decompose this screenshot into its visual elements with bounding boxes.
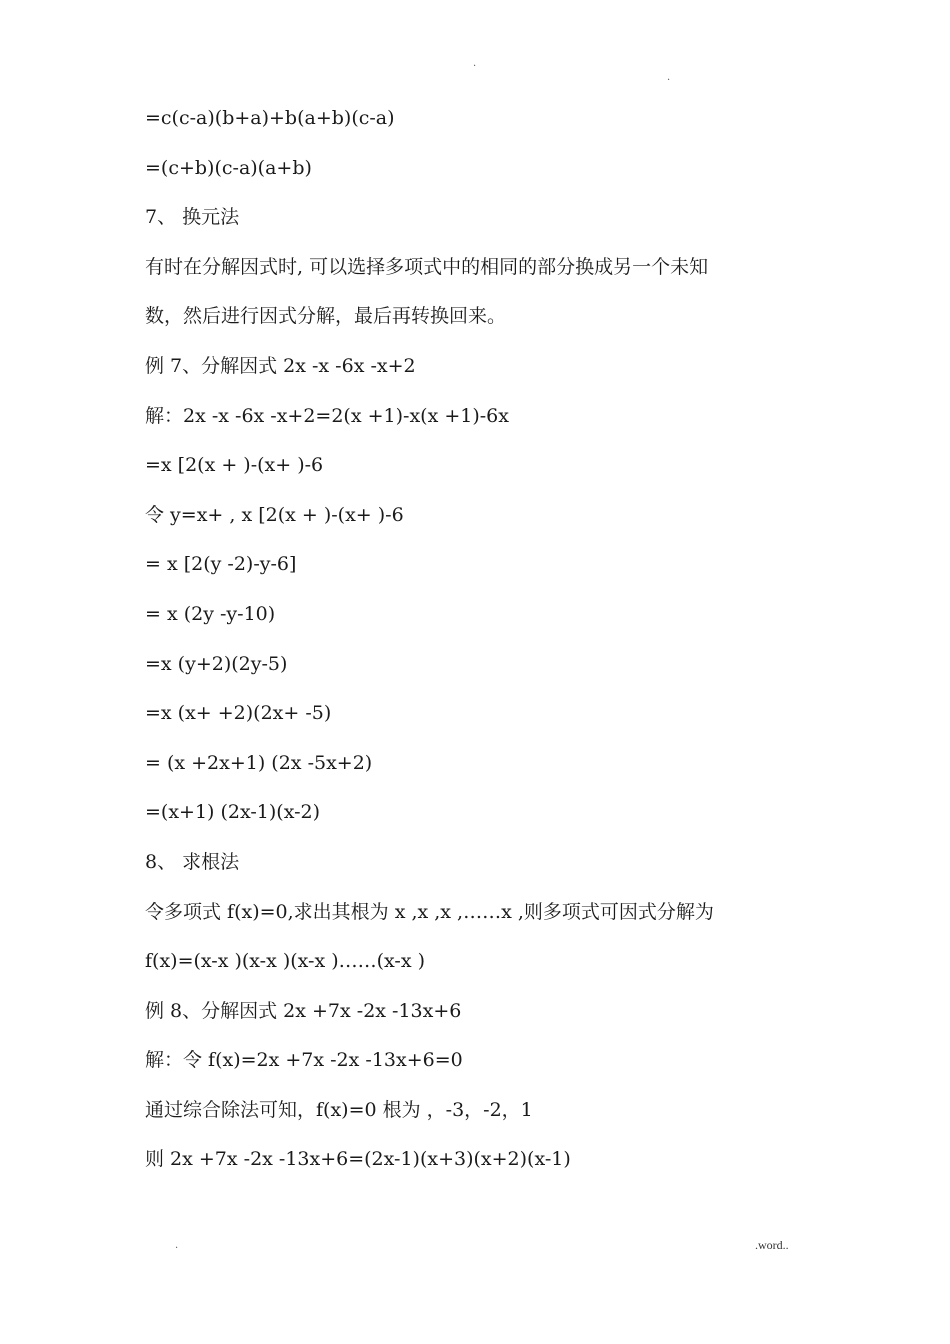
- text-line: = x (2y -y-10): [145, 602, 276, 625]
- text-line: 则 2x +7x -2x -13x+6=(2x-1)(x+3)(x+2)(x-1): [145, 1148, 571, 1171]
- section-heading-7: 7、 换元法: [145, 206, 240, 229]
- header-dot-right: .: [667, 72, 671, 83]
- text-line: 令 y=x+ , x [2(x + )-(x+ )-6: [145, 503, 404, 526]
- text-line: 通过综合除法可知，f(x)=0 根为 ，-3，-2，1: [145, 1098, 533, 1121]
- text-line: = (x +2x+1) (2x -5x+2): [145, 751, 373, 774]
- document-body: [145, 100, 825, 1191]
- header-dot-left: .: [473, 58, 477, 69]
- text-line: 有时在分解因式时, 可以选择多项式中的相同的部分换成另一个未知: [145, 255, 709, 278]
- text-line: 解：令 f(x)=2x +7x -2x -13x+6=0: [145, 1049, 463, 1072]
- text-line: 数，然后进行因式分解，最后再转换回来。: [145, 305, 507, 328]
- text-line: 令多项式 f(x)=0,求出其根为 x ,x ,x ,……x ,则多项式可因式分解为: [145, 900, 714, 923]
- example-7-title: 例 7、分解因式 2x -x -6x -x+2: [145, 354, 416, 377]
- footer-dot: .: [175, 1240, 179, 1251]
- text-line: 解：2x -x -6x -x+2=2(x +1)-x(x +1)-6x: [145, 404, 509, 427]
- text-line: =x (x+ +2)(2x+ -5): [145, 702, 332, 725]
- footer-word: .word..: [755, 1238, 789, 1252]
- text-line: =(c+b)(c-a)(a+b): [145, 156, 312, 179]
- section-heading-8: 8、 求根法: [145, 850, 240, 873]
- text-line: =x [2(x + )-(x+ )-6: [145, 454, 324, 477]
- text-line: =c(c-a)(b+a)+b(a+b)(c-a): [145, 107, 395, 129]
- text-line: =x (y+2)(2y-5): [145, 652, 288, 675]
- text-line: =(x+1) (2x-1)(x-2): [145, 801, 321, 824]
- example-8-title: 例 8、分解因式 2x +7x -2x -13x+6: [145, 999, 462, 1022]
- text-line: f(x)=(x-x )(x-x )(x-x )……(x-x ): [145, 950, 426, 973]
- text-line: = x [2(y -2)-y-6]: [145, 553, 297, 576]
